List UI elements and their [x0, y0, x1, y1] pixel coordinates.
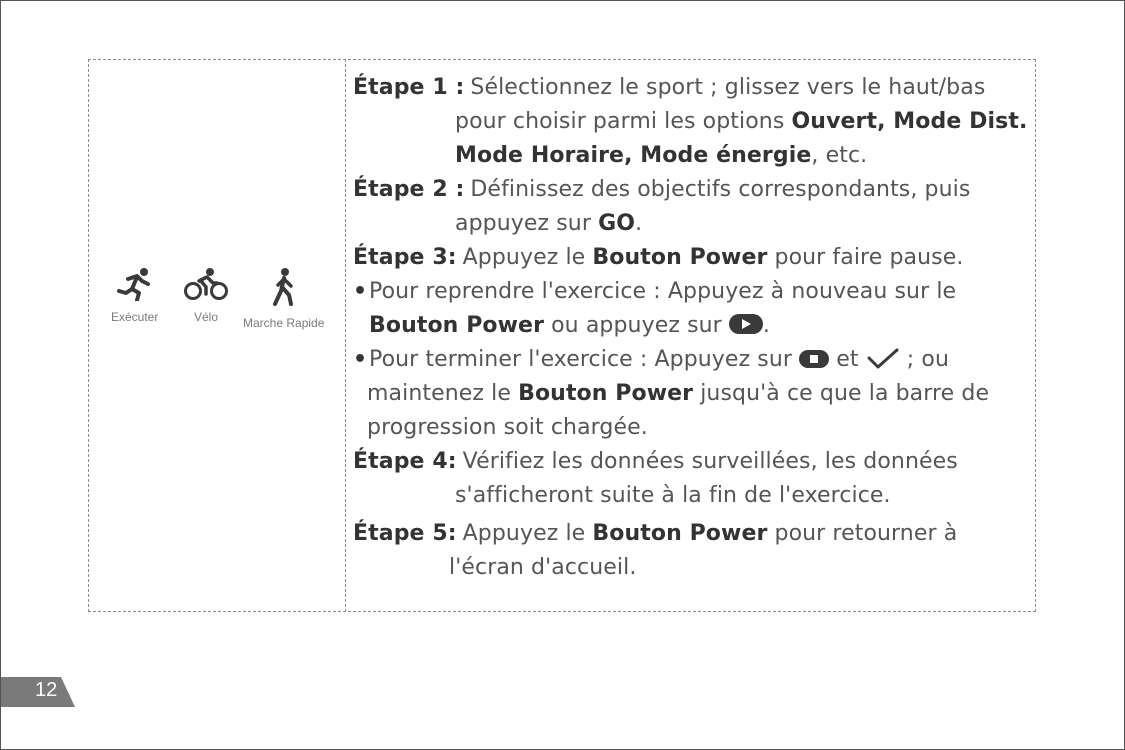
mode-options-bold: Ouvert, Mode Dist.	[791, 109, 1028, 134]
power-button-bold: Bouton Power	[592, 245, 768, 270]
step-text: .	[635, 211, 643, 236]
play-button-icon	[729, 314, 763, 334]
step-text: Appuyez le	[462, 521, 593, 546]
step-text: s'afficheront suite à la fin de l'exercice.	[455, 483, 891, 508]
sport-cycling	[183, 267, 229, 324]
step-4	[353, 445, 1033, 479]
step-1-line-2	[353, 105, 1033, 139]
bullet-end	[353, 343, 1033, 377]
step-text: Appuyez le	[462, 245, 593, 270]
checkmark-icon	[866, 348, 900, 370]
step-text: , etc.	[811, 143, 868, 168]
bullet-text: .	[762, 313, 771, 338]
step-text: pour faire pause.	[767, 245, 964, 270]
mode-options-bold: Mode Horaire, Mode énergie	[455, 143, 812, 168]
sport-walking	[243, 267, 324, 330]
instructions	[353, 71, 1033, 585]
step-text: appuyez sur	[455, 211, 599, 236]
page-number-tab	[1, 677, 75, 707]
step-5	[353, 517, 1033, 551]
bullet-dot: •	[353, 347, 368, 372]
bullet-text: jusqu'à ce que la barre de	[693, 381, 990, 406]
bullet-text: et	[829, 347, 866, 372]
power-button-bold: Bouton Power	[369, 313, 545, 338]
step-label: Étape 4:	[353, 449, 457, 474]
sport-label: Marche Rapide	[243, 316, 325, 330]
step-text: pour choisir parmi les options	[455, 109, 792, 134]
bullet-resume	[353, 275, 1033, 309]
sport-icons-panel	[101, 267, 341, 337]
step-5-line-2	[353, 551, 1033, 585]
bullet-text: ; ou	[899, 347, 950, 372]
bullet-end-line-2	[353, 377, 1033, 411]
sport-label: Exécuter	[111, 310, 159, 324]
step-label: Étape 5:	[353, 521, 457, 546]
step-text: Définissez des objectifs correspondants, puis	[470, 177, 971, 202]
step-text: pour retourner à	[767, 521, 958, 546]
bullet-resume-line-2	[353, 309, 1033, 343]
step-1	[353, 71, 1033, 105]
running-icon	[115, 267, 155, 301]
bullet-text: maintenez le	[367, 381, 519, 406]
step-text: Vérifiez les données surveillées, les données	[462, 449, 958, 474]
step-text: Sélectionnez le sport ; glissez vers le haut/bas	[470, 75, 986, 100]
step-3	[353, 241, 1033, 275]
step-label: Étape 1 :	[353, 75, 465, 100]
step-2-line-2	[353, 207, 1033, 241]
bullet-text: Pour reprendre l'exercice : Appuyez à nouveau sur le	[369, 279, 957, 304]
page-number: 12	[35, 679, 58, 701]
column-divider	[345, 59, 346, 612]
step-text: l'écran d'accueil.	[449, 555, 637, 580]
cycling-icon	[183, 267, 229, 301]
step-4-line-2	[353, 479, 1033, 513]
stop-button-icon	[799, 350, 829, 368]
bullet-end-line-3	[353, 411, 1033, 445]
bullet-text: progression soit chargée.	[367, 415, 648, 440]
bullet-dot: •	[353, 279, 368, 304]
sport-running	[111, 267, 158, 324]
step-label: Étape 3:	[353, 245, 457, 270]
step-2	[353, 173, 1033, 207]
step-1-line-3	[353, 139, 1033, 173]
bullet-text: ou appuyez sur	[544, 313, 729, 338]
bullet-text: Pour terminer l'exercice : Appuyez sur	[369, 347, 800, 372]
power-button-bold: Bouton Power	[518, 381, 694, 406]
power-button-bold: Bouton Power	[592, 521, 768, 546]
step-label: Étape 2 :	[353, 177, 465, 202]
sport-label: Vélo	[193, 310, 219, 324]
walking-icon	[267, 267, 301, 307]
go-bold: GO	[598, 211, 636, 236]
